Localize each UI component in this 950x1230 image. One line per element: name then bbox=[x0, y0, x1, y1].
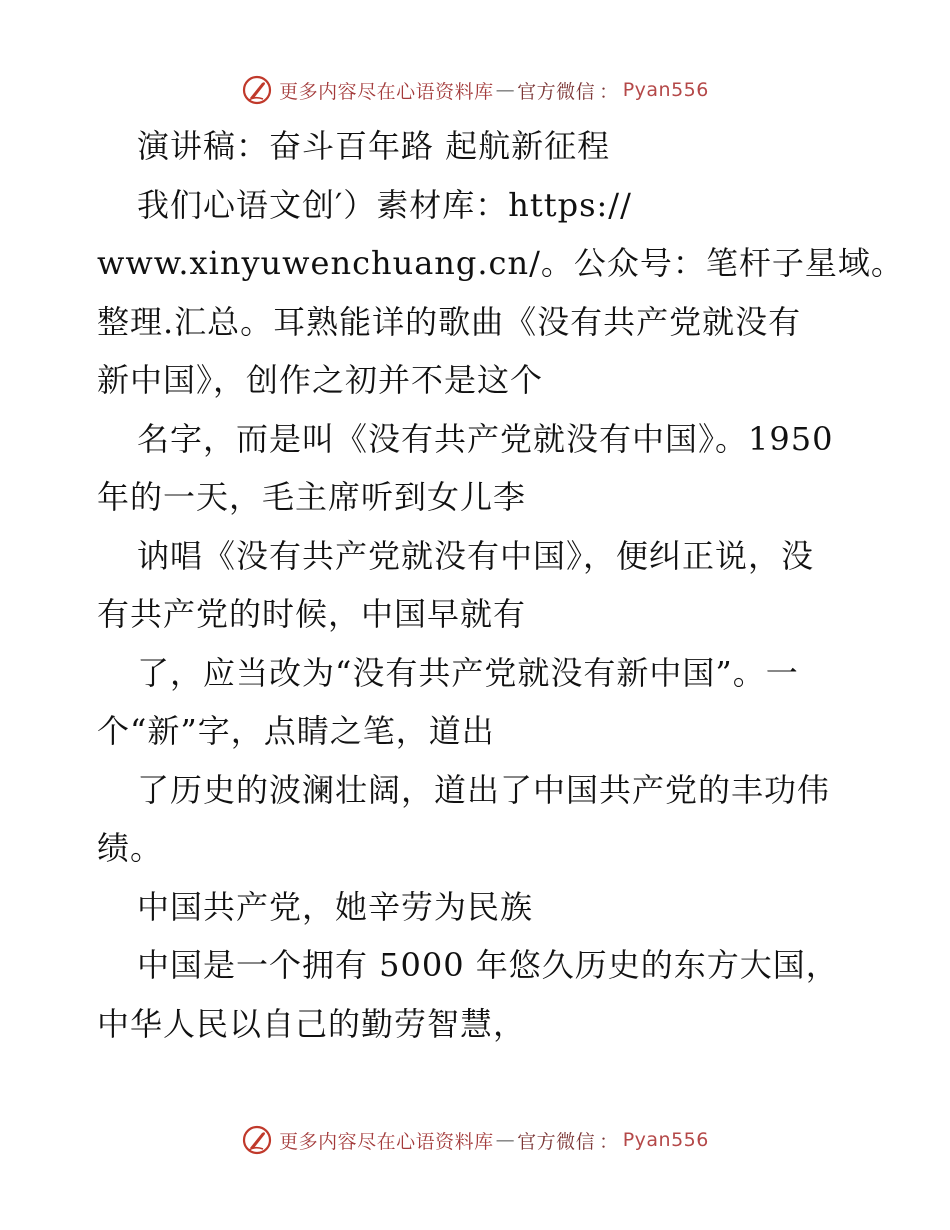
text-line: 个“新”字，点睛之笔，道出 bbox=[97, 712, 495, 750]
banner-wechat-label: 官方微信 bbox=[517, 80, 596, 103]
text-line: 了，应当改为“没有共产党就没有新中国”。一 bbox=[137, 653, 799, 692]
document-body bbox=[97, 117, 904, 1053]
quill-pen-logo-icon bbox=[241, 74, 273, 106]
text-line: 整理.汇总。耳熟能详的歌曲《没有共产党就没有 bbox=[97, 302, 802, 341]
text-line: 有共产党的时候，中国早就有 bbox=[97, 595, 527, 633]
text-line: www.xinyuwenchuang.cn/。公众号：笔杆子星域。 bbox=[97, 244, 904, 282]
header-banner bbox=[0, 70, 950, 110]
text-line: 绩。 bbox=[97, 829, 164, 867]
quill-pen-logo-icon bbox=[241, 1124, 273, 1156]
text-line: 讷唱《没有共产党就没有中国》，便纠正说，没 bbox=[137, 536, 815, 575]
text-line: 了历史的波澜壮阔，道出了中国共产党的丰功伟 bbox=[137, 770, 831, 809]
text-line: 名字，而是叫《没有共产党就没有中国》。1950 bbox=[137, 419, 834, 458]
banner-separator: ： bbox=[599, 1130, 619, 1153]
section-heading: 中国共产党，她辛劳为民族 bbox=[137, 887, 534, 926]
banner-text: 更多内容尽在心语资料库 bbox=[279, 80, 494, 103]
text-line: 中华人民以自己的勤劳智慧， bbox=[97, 1004, 527, 1043]
banner-text: 更多内容尽在心语资料库 bbox=[279, 1130, 494, 1153]
banner-dash: — bbox=[495, 79, 516, 101]
text-line: 我们心语文创′）素材库：https:// bbox=[137, 185, 632, 224]
footer-banner bbox=[0, 1120, 950, 1160]
text-line: 新中国》，创作之初并不是这个 bbox=[97, 361, 544, 399]
banner-separator: ： bbox=[599, 80, 619, 103]
text-line: 中国是一个拥有 5000 年悠久历史的东方大国， bbox=[137, 946, 839, 984]
banner-dash: — bbox=[495, 1129, 516, 1151]
banner-wechat-label: 官方微信 bbox=[517, 1130, 596, 1153]
text-line: 年的一天，毛主席听到女儿李 bbox=[97, 478, 527, 516]
banner-wechat-id: Pyan556 bbox=[622, 79, 709, 101]
document-title: 演讲稿：奋斗百年路 起航新征程 bbox=[137, 127, 611, 165]
banner-wechat-id: Pyan556 bbox=[622, 1129, 709, 1151]
